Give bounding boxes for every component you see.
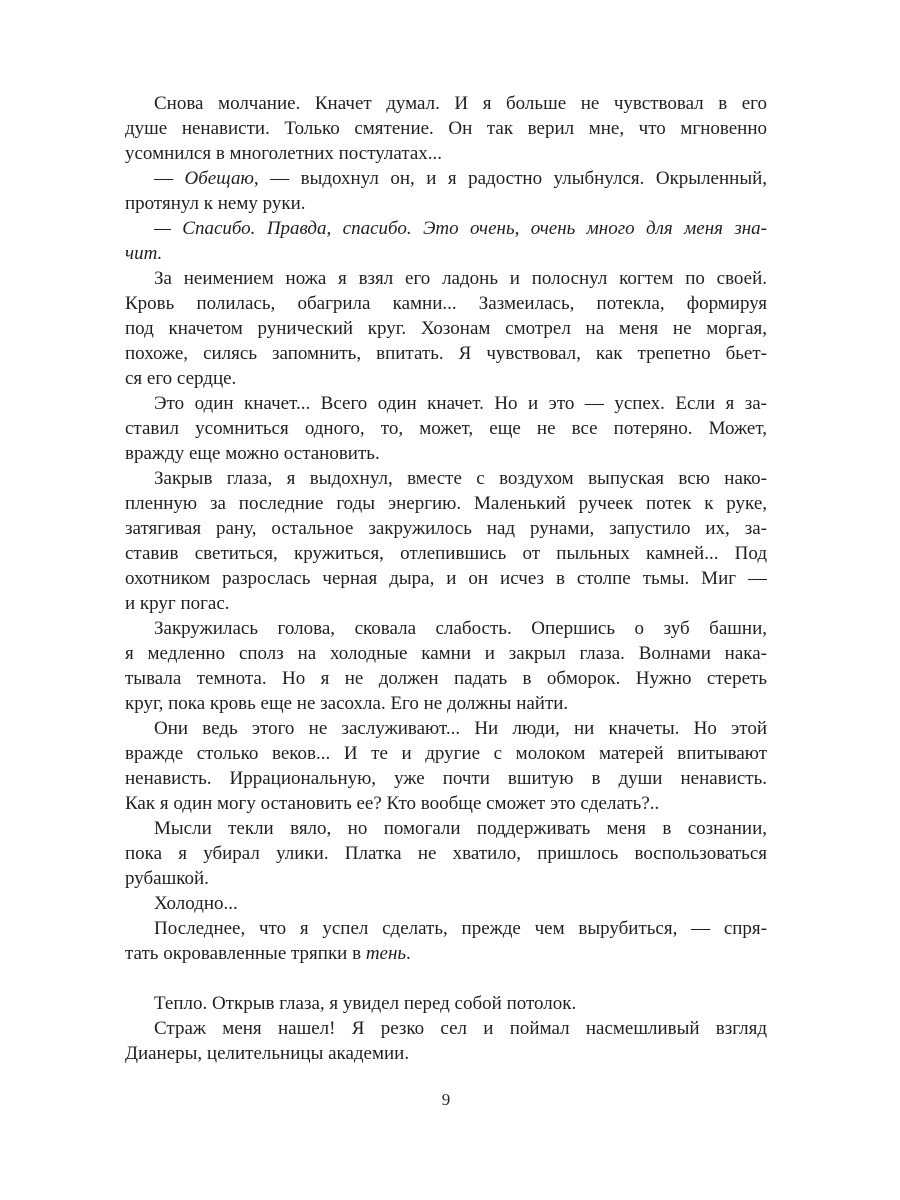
- text-line: Страж меня нашел! Я резко сел и поймал насмешливый взгляд: [154, 1018, 767, 1039]
- paragraph: [125, 466, 767, 616]
- text-line: [125, 941, 767, 966]
- text-line: — Спасибо. Правда, спасибо. Это очень, очень много для меня зна-: [154, 218, 767, 239]
- dialogue-rest: — выдохнул он, и я радостно улыбнулся. Окрыленный,: [258, 168, 767, 189]
- text-line: ненависть. Иррациональную, уже почти вшитую в души ненависть.: [125, 768, 767, 789]
- line-post: .: [406, 943, 411, 964]
- text-line: протянул к нему руки.: [125, 193, 306, 214]
- text-line: За неимением ножа я взял его ладонь и полоснул когтем по своей.: [154, 268, 767, 289]
- text-line: Снова молчание. Кначет думал. И я больше не чувствовал в его: [154, 93, 767, 114]
- text-line: усомнился в многолетних постулатах...: [125, 143, 443, 164]
- text-line: под кначетом рунический круг. Хозонам смотрел на меня не моргая,: [125, 318, 767, 339]
- text-line: Тепло. Открыв глаза, я увидел перед собой потолок.: [154, 993, 577, 1014]
- paragraph: [125, 616, 767, 716]
- text-line: Последнее, что я успел сделать, прежде чем вырубиться, — спря-: [154, 918, 767, 939]
- paragraph: [125, 816, 767, 891]
- text-line: [125, 166, 767, 191]
- text-line: я медленно сполз на холодные камни и закрыл глаза. Волнами нака-: [125, 643, 767, 664]
- text-block: [125, 91, 767, 1066]
- paragraph: [125, 716, 767, 816]
- paragraph: [125, 391, 767, 466]
- text-line: Как я один могу остановить ее? Кто вообще сможет это сделать?..: [125, 793, 660, 814]
- text-line: пленную за последние годы энергию. Маленький ручеек потек к руке,: [125, 493, 767, 514]
- text-line: вражду еще можно остановить.: [125, 443, 380, 464]
- text-line: ставив светиться, кружиться, отлепившись от пыльных камней... Под: [125, 543, 767, 564]
- paragraph: [125, 1016, 767, 1066]
- text-line: Кровь полилась, обагрила камни... Зазмеилась, потекла, формируя: [125, 293, 767, 314]
- paragraph: [125, 91, 767, 166]
- text-line: Они ведь этого не заслуживают... Ни люди, ни кначеты. Но этой: [154, 718, 767, 739]
- text-line: Холодно...: [154, 893, 238, 914]
- text-line: Это один кначет... Всего один кначет. Но и это — успех. Если я за-: [154, 393, 767, 414]
- text-line: вражде столько веков... И те и другие с молоком матерей впитывают: [125, 743, 767, 764]
- text-line: ставил усомниться одного, то, может, еще не все потеряно. Может,: [125, 418, 767, 439]
- paragraph: [125, 916, 767, 966]
- text-line: затягивая рану, остальное закружилось над рунами, запустило их, за-: [125, 518, 767, 539]
- text-line: тывала темнота. Но я не должен падать в обморок. Нужно стереть: [125, 668, 767, 689]
- emphasized-word: Обещаю,: [184, 168, 259, 189]
- text-line: круг, пока кровь еще не засохла. Его не должны найти.: [125, 693, 569, 714]
- emphasized-word: тень: [365, 943, 407, 964]
- text-line: чит.: [125, 243, 163, 264]
- text-line: пока я убирал улики. Платка не хватило, пришлось воспользоваться: [125, 843, 767, 864]
- line-pre: тать окровавленные тряпки в: [125, 943, 366, 964]
- text-line: Мысли текли вяло, но помогали поддерживать меня в сознании,: [154, 818, 767, 839]
- text-line: душе ненависти. Только смятение. Он так верил мне, что мгновенно: [125, 118, 767, 139]
- paragraph: [125, 266, 767, 391]
- text-line: охотником разрослась черная дыра, и он исчез в столпе тьмы. Миг —: [125, 568, 767, 589]
- text-line: рубашкой.: [125, 868, 209, 889]
- text-line: похоже, силясь запомнить, впитать. Я чувствовал, как трепетно бьет-: [125, 343, 767, 364]
- paragraph-dialogue-italic: [125, 216, 767, 266]
- dialogue-dash: —: [154, 168, 185, 189]
- paragraph: [125, 991, 767, 1016]
- paragraph-dialogue: [125, 166, 767, 216]
- text-line: Закружилась голова, сковала слабость. Опершись о зуб башни,: [154, 618, 767, 639]
- paragraph: [125, 891, 767, 916]
- text-line: и круг погас.: [125, 593, 230, 614]
- page-number: 9: [441, 1090, 451, 1109]
- text-line: ся его сердце.: [125, 368, 237, 389]
- text-line: Дианеры, целительницы академии.: [125, 1043, 410, 1064]
- scene-break-spacer: [125, 966, 767, 991]
- text-line: Закрыв глаза, я выдохнул, вместе с воздухом выпуская всю нако-: [154, 468, 767, 489]
